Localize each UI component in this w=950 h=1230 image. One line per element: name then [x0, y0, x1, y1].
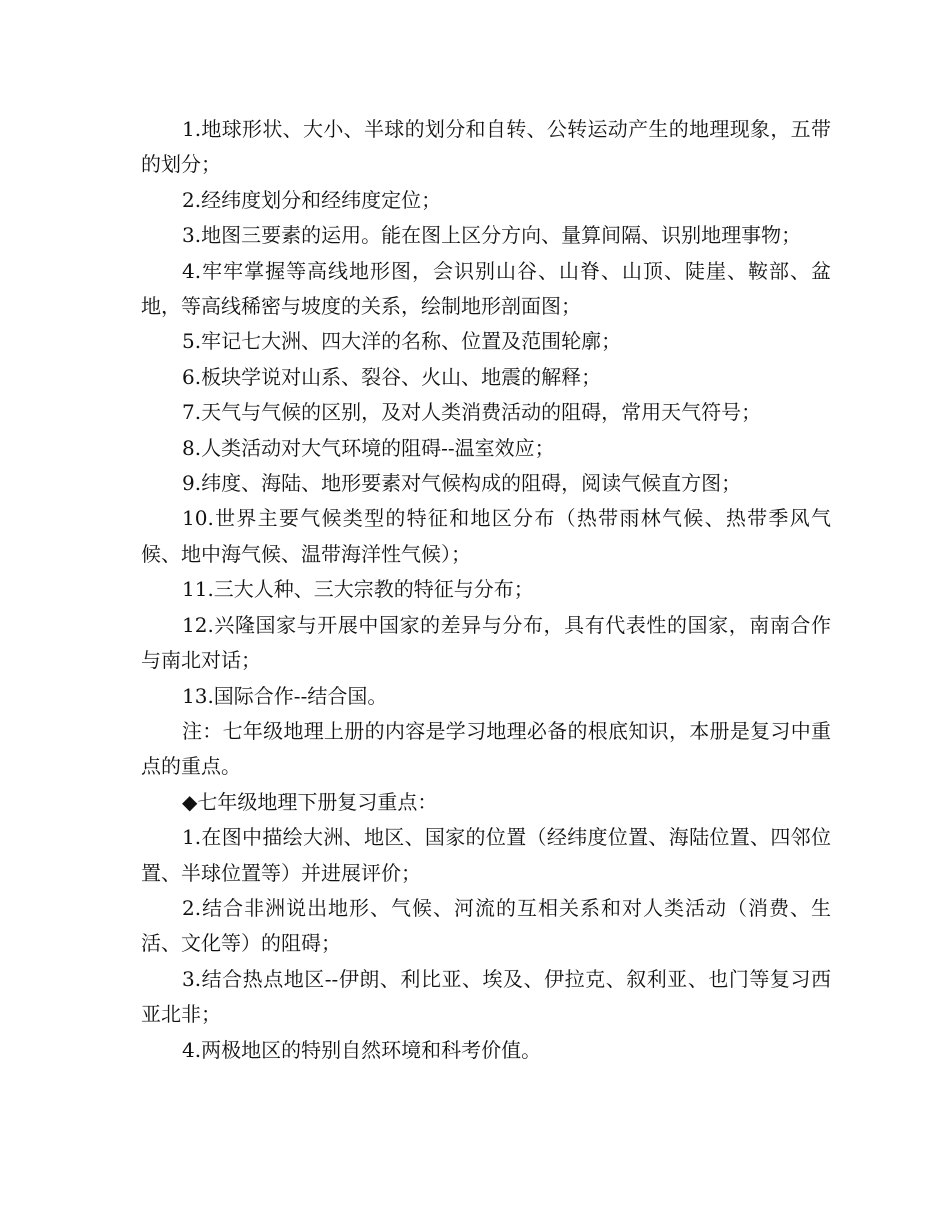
- paragraph-6: 6.板块学说对山系、裂谷、火山、地震的解释；: [182, 364, 602, 389]
- paragraph-3: 3.地图三要素的运用。能在图上区分方向、量算间隔、识别地理事物；: [182, 223, 802, 248]
- paragraph-11: 11.三大人种、三大宗教的特征与分布；: [182, 577, 534, 602]
- paragraph-4: 4.牢牢掌握等高线地形图，会识别山谷、山脊、山顶、陡崖、鞍部、盆地，等高线稀密与坡度的关系，绘制地形剖面图；: [141, 258, 831, 319]
- paragraph-second-2: 2.结合非洲说出地形、气候、河流的互相关系和对人类活动（消费、生活、文化等）的阻碍；: [141, 895, 831, 956]
- paragraph-13: 13.国际合作--结合国。: [182, 683, 388, 708]
- paragraph-12: 12.兴隆国家与开展中国家的差异与分布，具有代表性的国家，南南合作与南北对话；: [141, 612, 831, 673]
- paragraph-9: 9.纬度、海陆、地形要素对气候构成的阻碍，阅读气候直方图；: [182, 471, 742, 496]
- note-paragraph: 注：七年级地理上册的内容是学习地理必备的根底知识，本册是复习中重点的重点。: [141, 718, 831, 779]
- paragraph-2: 2.经纬度划分和经纬度定位；: [182, 187, 442, 212]
- paragraph-5: 5.牢记七大洲、四大洋的名称、位置及范围轮廓；: [182, 329, 622, 354]
- paragraph-7: 7.天气与气候的区别，及对人类消费活动的阻碍，常用天气符号；: [182, 400, 762, 425]
- paragraph-8: 8.人类活动对大气环境的阻碍--温室效应；: [182, 435, 555, 460]
- section-heading: ◆七年级地理下册复习重点：: [182, 789, 438, 814]
- paragraph-1: 1.地球形状、大小、半球的划分和自转、公转运动产生的地理现象，五带的划分；: [141, 117, 831, 177]
- document-body: [141, 112, 831, 1068]
- paragraph-second-1: 1.在图中描绘大洲、地区、国家的位置（经纬度位置、海陆位置、四邻位置、半球位置等）并进展评价；: [141, 825, 831, 885]
- paragraph-second-3: 3.结合热点地区--伊朗、利比亚、埃及、伊拉克、叙利亚、也门等复习西亚北非；: [141, 966, 831, 1027]
- paragraph-10: 10.世界主要气候类型的特征和地区分布（热带雨林气候、热带季风气候、地中海气候、温带海洋性气候）；: [141, 506, 831, 566]
- paragraph-second-4: 4.两极地区的特别自然环境和科考价值。: [182, 1037, 542, 1062]
